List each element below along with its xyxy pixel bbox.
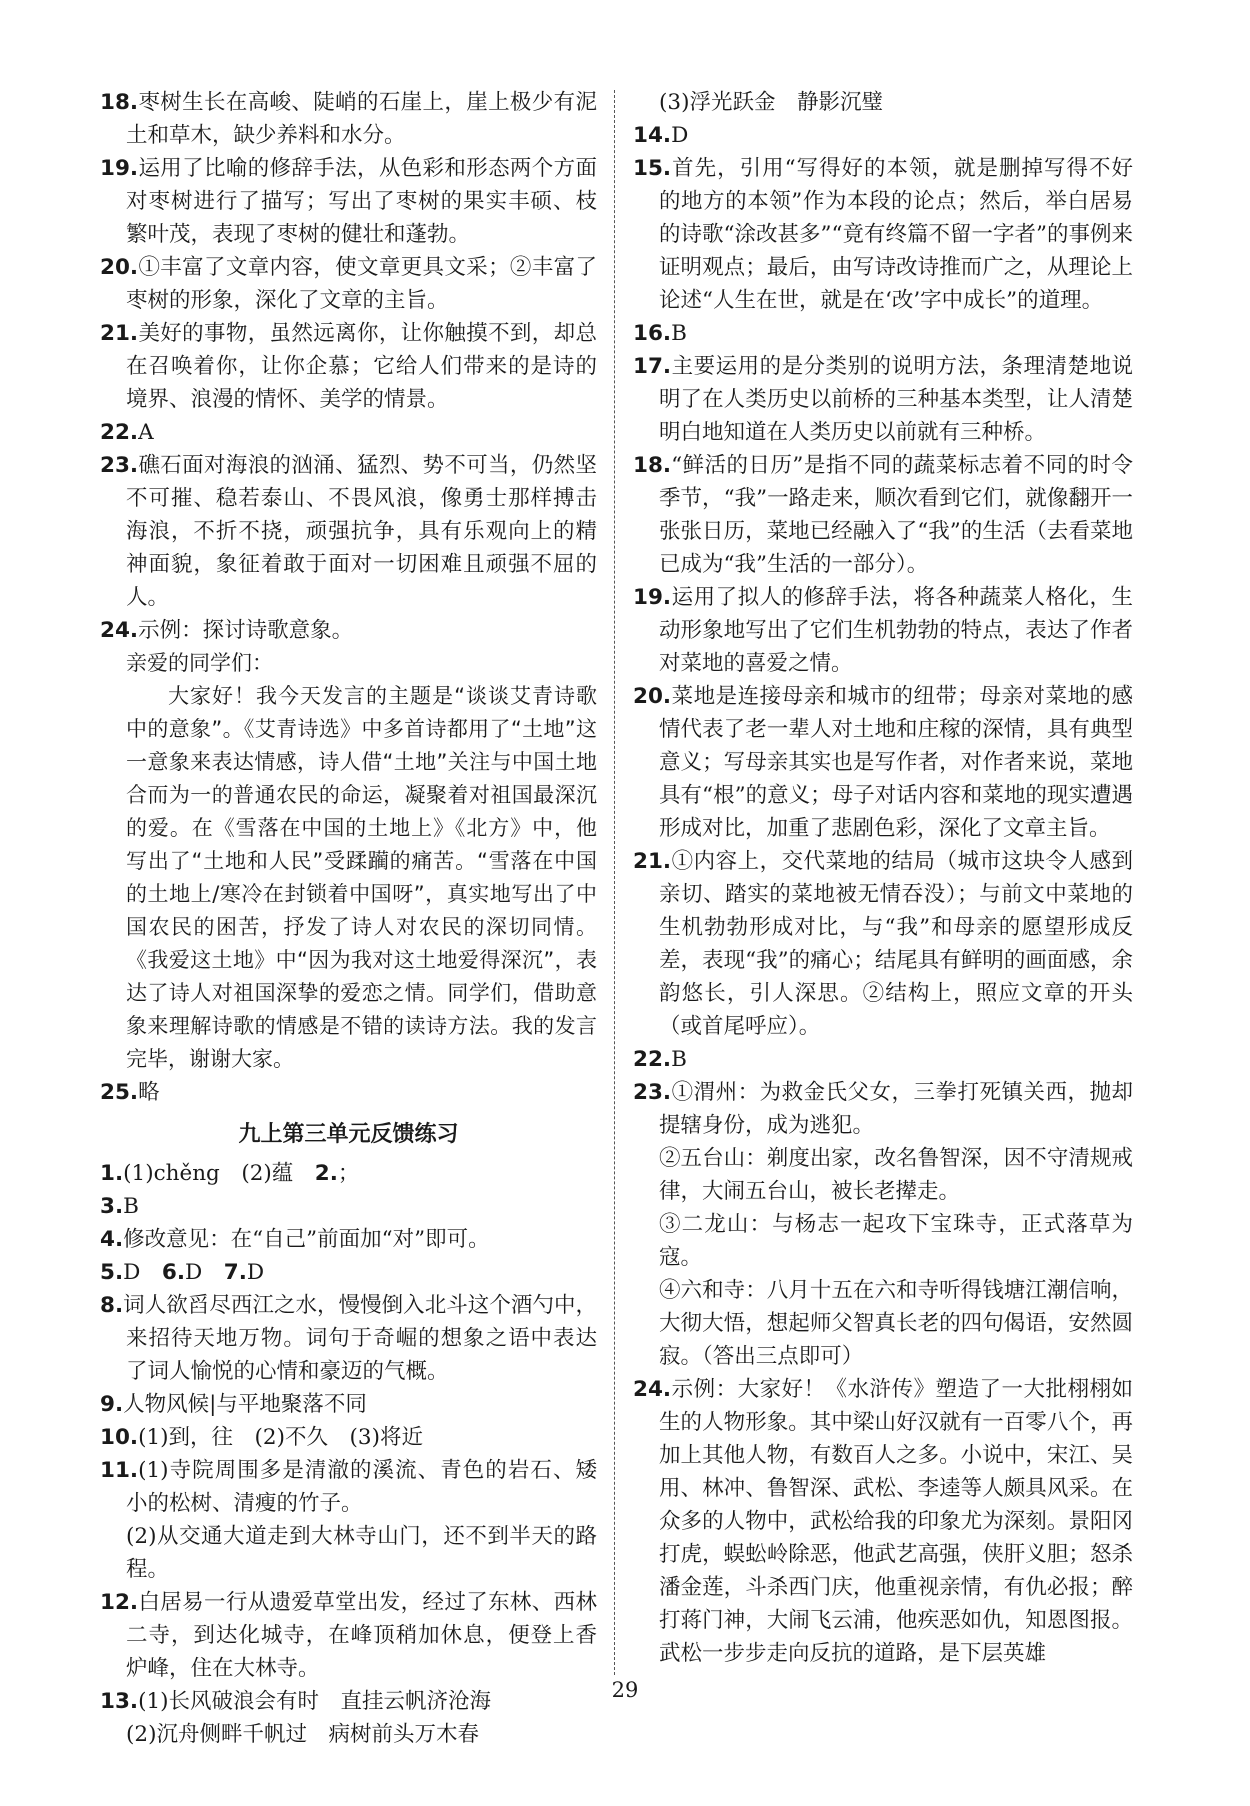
speech-greeting: 亲爱的同学们：: [126, 651, 273, 675]
answer-22: [100, 416, 597, 449]
column-divider: [614, 90, 615, 1675]
answer-17: [633, 350, 1133, 449]
right-column: [633, 86, 1133, 1670]
answer-number: 12.: [100, 1590, 139, 1615]
left-column: [100, 86, 597, 1751]
answer-9: [100, 1388, 597, 1421]
answer-number: 18.: [100, 90, 139, 115]
answer-15: [633, 152, 1133, 317]
answer-number: 8.: [100, 1293, 124, 1318]
answer-text: (1)chěng (2)蕴: [123, 1161, 315, 1186]
answer-text: D: [123, 1260, 162, 1285]
answer-number: 21.: [633, 849, 672, 874]
answer-text: 首先，引用“写得好的本领，就是删掉写得不好的地方的本领”作为本段的论点；然后，举白居易的诗歌“涂改甚多”“竟有终篇不留一字者”的事例来证明观点；最后，由写诗改诗推而广之，从理论上论述“人生在世，就是在‘改’字中成长”的道理。: [659, 156, 1133, 313]
answer-5-7: [100, 1256, 597, 1289]
answer-21: [100, 317, 597, 416]
answer-number: 19.: [633, 585, 672, 610]
answer-19b: [633, 581, 1133, 680]
answer-text: B: [671, 321, 687, 346]
answer-14: [633, 119, 1133, 152]
answer-number: 7.: [223, 1260, 247, 1285]
answer-16: [633, 317, 1133, 350]
answer-text: 运用了拟人的修辞手法，将各种蔬菜人格化，生动形象地写出了它们生机勃勃的特点，表达了作者对菜地的喜爱之情。: [659, 585, 1133, 676]
answer-13-sub: (2)沉舟侧畔千帆过 病树前头万木春: [126, 1722, 479, 1747]
page-number: 29: [611, 1678, 639, 1702]
answer-text: D: [185, 1260, 224, 1285]
answer-20b: [633, 680, 1133, 845]
answer-text: 枣树生长在高峻、陡峭的石崖上，崖上极少有泥土和草木，缺少养料和水分。: [126, 90, 597, 148]
answer-8: [100, 1289, 597, 1388]
answer-number: 24.: [633, 1377, 672, 1402]
answer-18b: [633, 449, 1133, 581]
answer-23b: [633, 1076, 1133, 1142]
answer-10: [100, 1421, 597, 1454]
answer-text: 菜地是连接母亲和城市的纽带；母亲对菜地的感情代表了老一辈人对土地和庄稼的深情，具有典型意义；写母亲其实也是写作者，对作者来说，菜地具有“根”的意义；母子对话内容和菜地的现实遭遇形成对比，加重了悲剧色彩，深化了文章主旨。: [659, 684, 1133, 841]
answer-3: [100, 1190, 597, 1223]
answer-text: 词人欲舀尽西江之水，慢慢倒入北斗这个酒勺中，来招待天地万物。词句于奇崛的想象之语中表达了词人愉悦的心情和豪迈的气概。: [123, 1293, 597, 1384]
answer-number: 6.: [161, 1260, 186, 1285]
answer-24: [100, 614, 597, 647]
answer-4: [100, 1223, 597, 1256]
answer-24b: [633, 1373, 1133, 1670]
answer-text: 主要运用的是分类别的说明方法，条理清楚地说明了在人类历史以前桥的三种基本类型，让人清楚明白地知道在人类历史以前就有三种桥。: [659, 354, 1133, 445]
answer-text: 礁石面对海浪的汹涌、猛烈、势不可当，仍然坚不可摧、稳若泰山、不畏风浪，像勇士那样搏击海浪，不折不挠，顽强抗争，具有乐观向上的精神面貌，象征着敢于面对一切困难且顽强不屈的人。: [126, 453, 597, 610]
answer-text: B: [671, 1047, 687, 1072]
answer-25: [100, 1076, 597, 1109]
answer-text: ①渭州：为救金氏父女，三拳打死镇关西，抛却提辖身份，成为逃犯。: [659, 1080, 1133, 1138]
answer-23: [100, 449, 597, 614]
answer-text: D: [671, 123, 689, 148]
answer-number: 2.: [314, 1161, 338, 1186]
answer-13-sub-3: (3)浮光跃金 静影沉璧: [659, 90, 883, 115]
answer-text: A: [138, 420, 154, 445]
answer-text: (1)到，往 (2)不久 (3)将近: [138, 1425, 423, 1450]
answer-number: 10.: [100, 1425, 139, 1450]
speech-body: 大家好！我今天发言的主题是“谈谈艾青诗歌中的意象”。《艾青诗选》中多首诗都用了“土地”这一意象来表达情感，诗人借“土地”关注与中国土地合而为一的普通农民的命运，凝聚着对祖国最深沉的爱。在《雪落在中国的土地上》《北方》中，他写出了“土地和人民”受蹂躏的痛苦。“雪落在中国的土地上/寒冷在封锁着中国呀”，真实地写出了中国农民的困苦，抒发了诗人对农民的深切同情。《我爱这土地》中“因为我对这土地爱得深沉”，表达了诗人对祖国深挚的爱恋之情。同学们，借助意象来理解诗歌的情感是不错的读诗方法。我的发言完毕，谢谢大家。: [126, 684, 597, 1071]
answer-1-2: [100, 1157, 597, 1190]
answer-text: 人物风候|与平地聚落不同: [123, 1392, 367, 1417]
answer-22b: [633, 1043, 1133, 1076]
answer-number: 1.: [100, 1161, 124, 1186]
answer-text: 修改意见：在“自己”前面加“对”即可。: [123, 1227, 490, 1252]
answer-text: B: [123, 1194, 139, 1219]
answer-11: [100, 1454, 597, 1520]
answer-number: 20.: [633, 684, 672, 709]
answer-20: [100, 251, 597, 317]
answer-number: 20.: [100, 255, 139, 280]
answer-number: 16.: [633, 321, 672, 346]
answer-number: 9.: [100, 1392, 124, 1417]
answer-number: 22.: [633, 1047, 672, 1072]
answer-number: 22.: [100, 420, 139, 445]
answer-number: 18.: [633, 453, 672, 478]
answer-number: 5.: [100, 1260, 124, 1285]
answer-number: 19.: [100, 156, 139, 181]
answer-number: 23.: [633, 1080, 672, 1105]
answer-23b-part-4: ④六和寺：八月十五在六和寺听得钱塘江潮信响，大彻大悟，想起师父智真长老的四句偈语，安然圆寂。（答出三点即可）: [659, 1278, 1133, 1369]
answer-number: 23.: [100, 453, 139, 478]
answer-number: 11.: [100, 1458, 139, 1483]
answer-number: 24.: [100, 618, 139, 643]
answer-text: 白居易一行从遗爱草堂出发，经过了东林、西林二寺，到达化城寺，在峰顶稍加休息，便登上香炉峰，住在大林寺。: [126, 1590, 597, 1681]
answer-12: [100, 1586, 597, 1685]
answer-text: 美好的事物，虽然远离你，让你触摸不到，却总在召唤着你，让你企慕；它给人们带来的是诗的境界、浪漫的情怀、美学的情景。: [126, 321, 597, 412]
answer-number: 3.: [100, 1194, 124, 1219]
answer-text: ①内容上，交代菜地的结局（城市这块令人感到亲切、踏实的菜地被无情吞没）；与前文中菜地的生机勃勃形成对比，与“我”和母亲的愿望形成反差，表现“我”的痛心；结尾具有鲜明的画面感，余韵悠长，引人深思。②结构上，照应文章的开头（或首尾呼应）。: [659, 849, 1133, 1039]
answer-text: 示例：探讨诗歌意象。: [138, 618, 354, 643]
answer-23b-part-2: ②五台山：剃度出家，改名鲁智深，因不守清规戒律，大闹五台山，被长老撵走。: [659, 1146, 1133, 1204]
answer-text: (1)长风破浪会有时 直挂云帆济沧海: [138, 1689, 492, 1714]
answer-number: 17.: [633, 354, 672, 379]
answer-number: 4.: [100, 1227, 124, 1252]
answer-21b: [633, 845, 1133, 1043]
answer-text: ；: [337, 1161, 360, 1186]
answer-text: 略: [138, 1080, 160, 1105]
answer-text: ①丰富了文章内容，使文章更具文采；②丰富了枣树的形象，深化了文章的主旨。: [126, 255, 597, 313]
answer-number: 21.: [100, 321, 139, 346]
answer-text: 运用了比喻的修辞手法，从色彩和形态两个方面对枣树进行了描写；写出了枣树的果实丰硕、枝繁叶茂，表现了枣树的健壮和蓬勃。: [126, 156, 597, 247]
answer-number: 13.: [100, 1689, 139, 1714]
answer-18: [100, 86, 597, 152]
answer-text: D: [246, 1260, 265, 1285]
answer-number: 25.: [100, 1080, 139, 1105]
answer-number: 14.: [633, 123, 672, 148]
section-title: 九上第三单元反馈练习: [238, 1122, 459, 1147]
answer-text: (1)寺院周围多是清澈的溪流、青色的岩石、矮小的松树、清瘦的竹子。: [126, 1458, 597, 1516]
answer-19: [100, 152, 597, 251]
answer-number: 15.: [633, 156, 672, 181]
answer-text: “鲜活的日历”是指不同的蔬菜标志着不同的时令季节，“我”一路走来，顺次看到它们，就像翻开一张张日历，菜地已经融入了“我”的生活（去看菜地已成为“我”生活的一部分）。: [659, 453, 1133, 577]
answer-text: 示例：大家好！《水浒传》塑造了一大批栩栩如生的人物形象。其中梁山好汉就有一百零八个，再加上其他人物，有数百人之多。小说中，宋江、吴用、林冲、鲁智深、武松、李逵等人颇具风采。在众多的人物中，武松给我的印象尤为深刻。景阳冈打虎，蜈蚣岭除恶，他武艺高强，侠肝义胆；怒杀潘金莲，斗杀西门庆，他重视亲情，有仇必报；醉打蒋门神，大闹飞云浦，他疾恶如仇，知恩图报。武松一步步走向反抗的道路，是下层英雄: [659, 1377, 1133, 1666]
answer-23b-part-3: ③二龙山：与杨志一起攻下宝珠寺，正式落草为寇。: [659, 1212, 1133, 1270]
answer-11-sub: (2)从交通大道走到大林寺山门，还不到半天的路程。: [126, 1524, 597, 1582]
